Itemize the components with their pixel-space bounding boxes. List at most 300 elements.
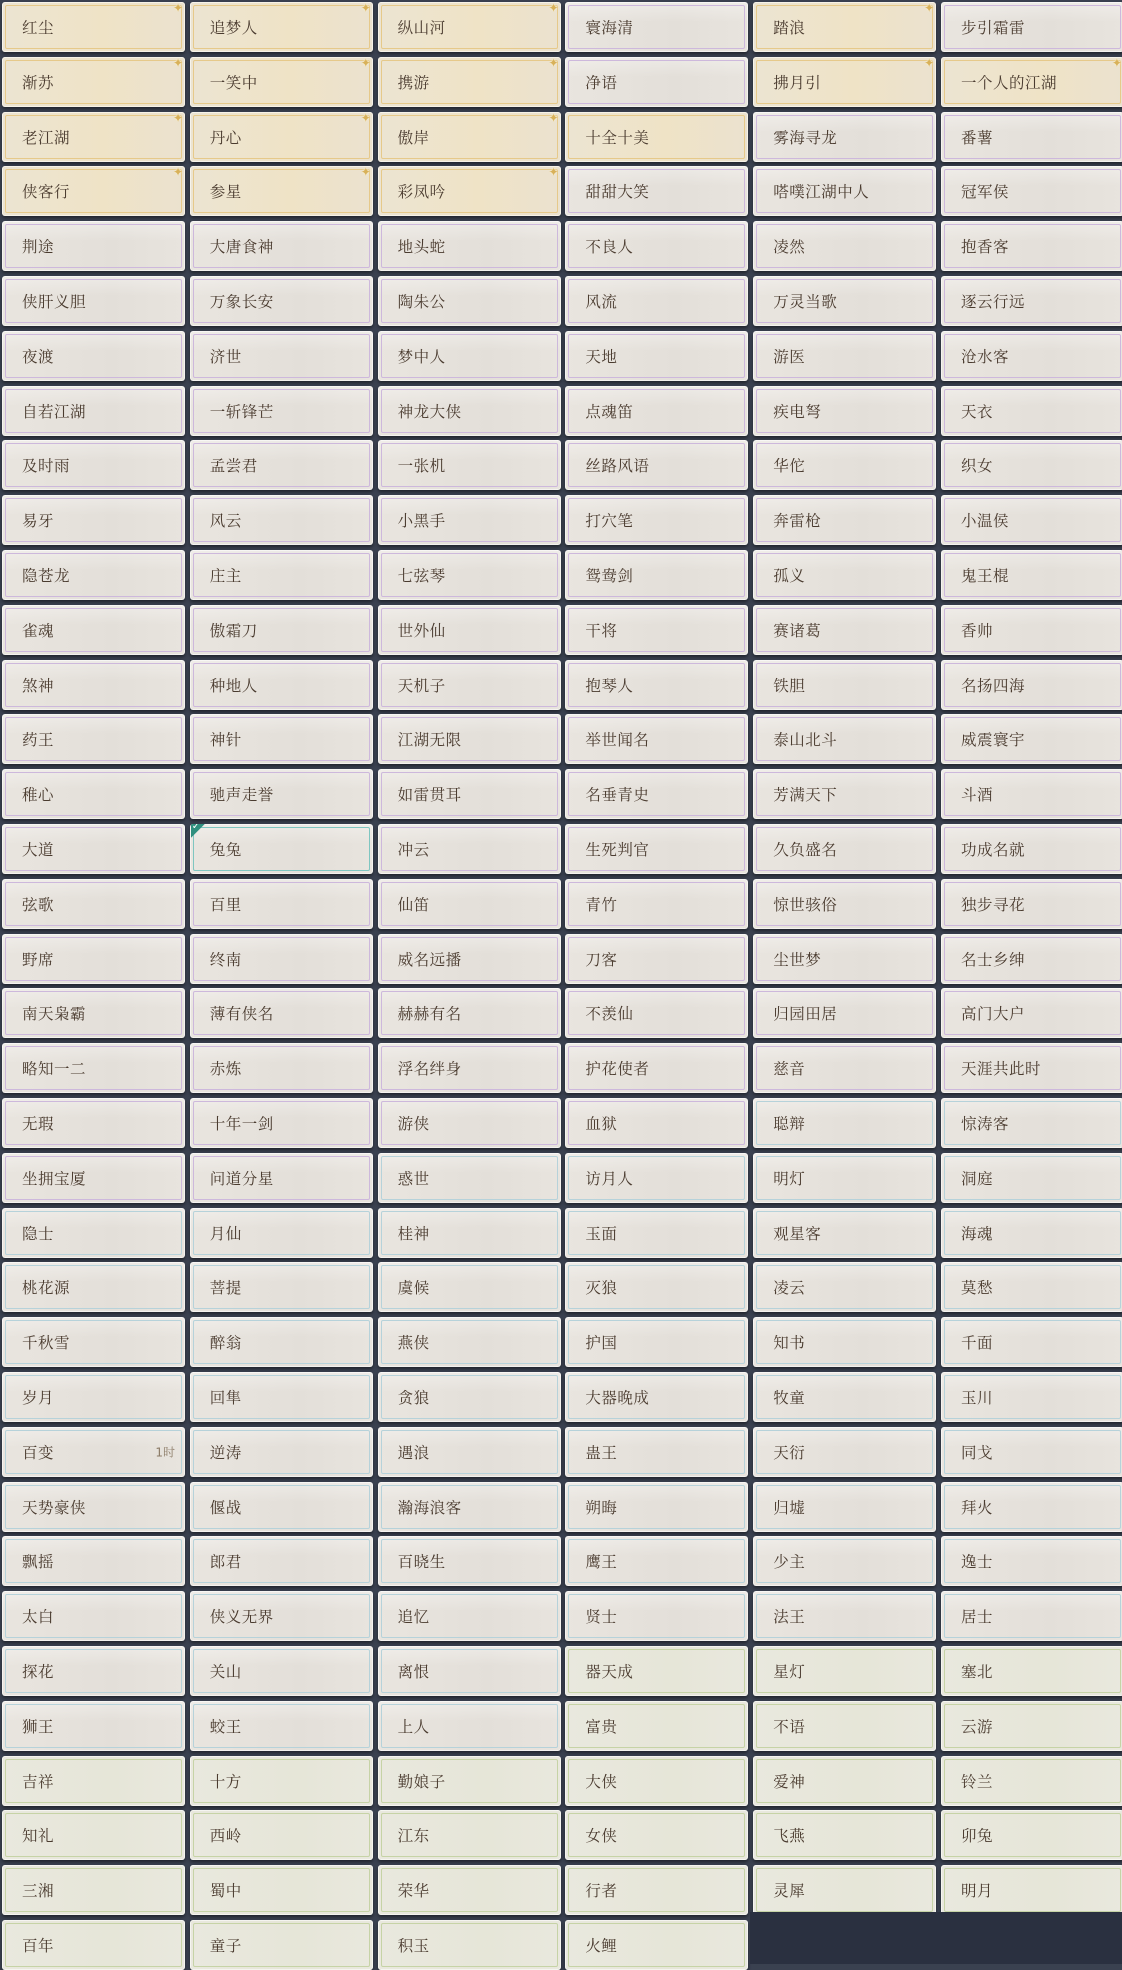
title-tile[interactable] — [2, 221, 185, 271]
title-tile[interactable] — [190, 1262, 373, 1312]
title-tile[interactable] — [565, 276, 748, 326]
title-label: 青竹 — [585, 895, 618, 914]
title-label: 沧水客 — [960, 347, 1009, 366]
title-tile[interactable] — [190, 276, 373, 326]
title-tile[interactable] — [941, 1701, 1122, 1751]
title-tile[interactable] — [565, 988, 748, 1038]
title-tile[interactable] — [190, 386, 373, 436]
title-tile[interactable] — [190, 1536, 373, 1586]
title-tile[interactable] — [2, 276, 185, 326]
title-label: 神针 — [209, 731, 242, 750]
title-label: 天涯共此时 — [960, 1060, 1041, 1079]
title-tile[interactable] — [941, 1536, 1122, 1586]
title-label: 天地 — [585, 347, 618, 366]
title-tile[interactable] — [941, 57, 1122, 107]
title-tile[interactable] — [190, 1208, 373, 1258]
title-tile[interactable] — [565, 331, 748, 381]
title-tile[interactable] — [941, 934, 1122, 984]
title-tile[interactable] — [941, 2, 1122, 52]
title-label: 凌云 — [773, 1279, 806, 1298]
title-tile[interactable] — [565, 166, 748, 216]
title-label: 牧童 — [773, 1388, 806, 1407]
title-tile[interactable] — [753, 988, 936, 1038]
title-tile[interactable] — [565, 1317, 748, 1367]
title-tile[interactable] — [753, 276, 936, 326]
star-icon: ✦ — [360, 56, 371, 70]
title-label: 器天成 — [585, 1662, 634, 1681]
title-tile[interactable] — [190, 166, 373, 216]
title-label: 久负盛名 — [773, 840, 838, 859]
title-label: 煞神 — [22, 676, 55, 695]
title-tile[interactable] — [190, 605, 373, 655]
title-tile[interactable] — [753, 879, 936, 929]
title-tile[interactable] — [190, 1482, 373, 1532]
title-tile[interactable] — [753, 166, 936, 216]
title-tile[interactable] — [753, 1646, 936, 1696]
title-tile[interactable] — [941, 166, 1122, 216]
title-tile[interactable] — [753, 1536, 936, 1586]
title-tile[interactable] — [565, 1810, 748, 1860]
title-label: 独步寻花 — [960, 895, 1025, 914]
title-tile[interactable] — [565, 57, 748, 107]
title-label: 南天枭霸 — [22, 1005, 87, 1024]
title-tile[interactable] — [2, 988, 185, 1038]
title-tile[interactable] — [941, 276, 1122, 326]
title-tile[interactable] — [941, 1646, 1122, 1696]
title-tile[interactable] — [2, 1317, 185, 1367]
title-tile[interactable] — [565, 221, 748, 271]
star-icon: ✦ — [548, 2, 559, 15]
title-label: 仙笛 — [397, 895, 430, 914]
title-tile[interactable] — [941, 879, 1122, 929]
title-label: 天机子 — [397, 676, 446, 695]
title-tile[interactable] — [2, 495, 185, 545]
title-tile[interactable] — [753, 769, 936, 819]
title-tile[interactable] — [753, 1865, 936, 1915]
title-tile[interactable] — [753, 1482, 936, 1532]
title-tile[interactable] — [565, 1701, 748, 1751]
title-tile[interactable] — [190, 221, 373, 271]
title-tile[interactable] — [2, 1865, 185, 1915]
title-tile[interactable] — [941, 1482, 1122, 1532]
title-label: 观星客 — [773, 1224, 822, 1243]
title-label: 华佗 — [773, 457, 806, 476]
title-label: 逸士 — [960, 1553, 993, 1572]
title-tile[interactable] — [190, 824, 373, 874]
title-tile[interactable] — [378, 331, 561, 381]
title-tile[interactable] — [565, 934, 748, 984]
title-tile[interactable] — [941, 1427, 1122, 1477]
title-label: 侠肝义胆 — [22, 292, 87, 311]
title-tile[interactable] — [2, 1536, 185, 1586]
title-label: 干将 — [585, 621, 618, 640]
title-tile[interactable] — [941, 769, 1122, 819]
title-label: 江东 — [397, 1827, 430, 1846]
title-tile[interactable] — [378, 769, 561, 819]
title-label: 离恨 — [397, 1662, 430, 1681]
title-label: 惊世骇俗 — [773, 895, 838, 914]
title-tile[interactable] — [378, 1208, 561, 1258]
title-tile[interactable] — [2, 1810, 185, 1860]
title-tile[interactable] — [753, 221, 936, 271]
title-tile[interactable] — [565, 1591, 748, 1641]
title-tile[interactable] — [2, 1701, 185, 1751]
title-tile[interactable] — [378, 1427, 561, 1477]
title-tile[interactable] — [190, 934, 373, 984]
title-tile[interactable] — [378, 495, 561, 545]
title-tile[interactable] — [565, 1262, 748, 1312]
title-tile[interactable] — [941, 1372, 1122, 1422]
title-tile[interactable] — [565, 386, 748, 436]
title-tile[interactable] — [190, 1920, 373, 1970]
title-tile[interactable] — [2, 166, 185, 216]
title-tile[interactable] — [190, 879, 373, 929]
title-tile[interactable] — [2, 331, 185, 381]
title-label: 易牙 — [22, 512, 55, 531]
title-tile[interactable] — [2, 1920, 185, 1970]
title-tile[interactable] — [190, 1810, 373, 1860]
title-tile[interactable] — [2, 440, 185, 490]
title-tile[interactable] — [378, 1920, 561, 1970]
title-label: 纵山河 — [397, 19, 446, 37]
title-tile[interactable] — [753, 1756, 936, 1806]
title-tile[interactable] — [378, 2, 561, 52]
title-tile[interactable] — [941, 1810, 1122, 1860]
title-tile[interactable] — [378, 1098, 561, 1148]
title-tile[interactable] — [378, 57, 561, 107]
title-tile[interactable] — [378, 879, 561, 929]
title-label: 驰声走誉 — [209, 786, 274, 805]
title-label: 上人 — [397, 1717, 430, 1736]
title-tile[interactable] — [2, 2, 185, 52]
title-tile[interactable] — [190, 550, 373, 600]
title-tile[interactable] — [190, 714, 373, 764]
title-label: 赛诸葛 — [773, 621, 822, 640]
title-label: 孟尝君 — [209, 457, 258, 476]
title-label: 勤娘子 — [397, 1772, 446, 1791]
title-label: 桃花源 — [22, 1279, 71, 1298]
title-tile[interactable] — [941, 1098, 1122, 1148]
title-tile[interactable] — [378, 1043, 561, 1093]
title-tile[interactable] — [2, 1372, 185, 1422]
title-tile[interactable] — [2, 1482, 185, 1532]
title-tile[interactable] — [2, 1098, 185, 1148]
title-label: 一笑中 — [209, 73, 258, 92]
title-tile[interactable] — [2, 1153, 185, 1203]
star-icon: ✦ — [1111, 56, 1122, 70]
title-tile[interactable] — [190, 1646, 373, 1696]
title-tile[interactable] — [941, 1208, 1122, 1258]
title-tile[interactable] — [378, 440, 561, 490]
title-label: 十全十美 — [585, 128, 650, 147]
title-label: 千面 — [960, 1334, 993, 1353]
title-tile[interactable] — [941, 605, 1122, 655]
title-tile[interactable] — [941, 1262, 1122, 1312]
title-tile[interactable] — [941, 1756, 1122, 1806]
title-label: 夜渡 — [22, 347, 55, 366]
title-tile[interactable] — [753, 1591, 936, 1641]
title-tile[interactable] — [190, 1427, 373, 1477]
title-tile[interactable] — [378, 1591, 561, 1641]
title-tile[interactable] — [565, 824, 748, 874]
title-tile[interactable] — [2, 660, 185, 710]
title-tile[interactable] — [190, 1756, 373, 1806]
title-label: 少主 — [773, 1553, 806, 1572]
title-tile[interactable] — [378, 1482, 561, 1532]
title-tile[interactable] — [753, 57, 936, 107]
title-label: 爱神 — [773, 1772, 806, 1791]
star-icon: ✦ — [548, 166, 559, 180]
title-label: 天衍 — [773, 1443, 806, 1462]
title-tile[interactable] — [2, 1262, 185, 1312]
title-tile[interactable] — [565, 1043, 748, 1093]
title-tile[interactable] — [378, 166, 561, 216]
title-tile[interactable] — [941, 660, 1122, 710]
title-tile[interactable] — [753, 550, 936, 600]
title-tile[interactable] — [190, 2, 373, 52]
title-tile[interactable] — [753, 386, 936, 436]
title-tile[interactable] — [753, 440, 936, 490]
title-tile[interactable] — [753, 1701, 936, 1751]
title-tile[interactable] — [565, 1756, 748, 1806]
title-label: 云游 — [960, 1717, 993, 1736]
title-tile[interactable] — [378, 1756, 561, 1806]
title-tile[interactable] — [565, 1153, 748, 1203]
title-tile[interactable] — [378, 660, 561, 710]
title-label: 渐苏 — [22, 73, 55, 92]
title-label: 铁胆 — [773, 676, 806, 695]
title-label: 贤士 — [585, 1608, 618, 1627]
title-tile[interactable] — [565, 879, 748, 929]
title-tile[interactable] — [565, 112, 748, 162]
title-tile[interactable] — [190, 1591, 373, 1641]
title-label: 净语 — [585, 73, 618, 92]
title-tile[interactable] — [190, 1865, 373, 1915]
title-label: 访月人 — [585, 1169, 634, 1188]
title-tile[interactable] — [565, 1208, 748, 1258]
title-tile[interactable] — [2, 769, 185, 819]
title-tile[interactable] — [190, 331, 373, 381]
title-tile[interactable] — [753, 1153, 936, 1203]
title-label: 洞庭 — [960, 1169, 993, 1188]
title-label: 庄主 — [209, 566, 242, 585]
title-tile[interactable] — [941, 1591, 1122, 1641]
title-tile[interactable] — [753, 660, 936, 710]
title-tile[interactable] — [378, 112, 561, 162]
title-tile[interactable] — [2, 112, 185, 162]
title-tile[interactable] — [2, 1043, 185, 1093]
title-label: 尘世梦 — [773, 950, 822, 969]
title-label: 积玉 — [397, 1936, 430, 1955]
title-label: 高门大户 — [960, 1005, 1025, 1024]
title-label: 十方 — [209, 1772, 242, 1791]
title-tile[interactable] — [565, 1536, 748, 1586]
title-tile[interactable] — [565, 495, 748, 545]
title-label: 贪狼 — [397, 1388, 430, 1407]
title-label: 小温侯 — [960, 512, 1009, 531]
title-tile[interactable] — [190, 660, 373, 710]
title-label: 万象长安 — [209, 292, 274, 311]
title-label: 丹心 — [209, 128, 242, 147]
title-label: 野席 — [22, 950, 55, 969]
title-tile[interactable] — [2, 824, 185, 874]
title-tile[interactable] — [190, 1098, 373, 1148]
title-tile[interactable] — [2, 1208, 185, 1258]
title-label: 稚心 — [22, 786, 55, 805]
title-tile[interactable] — [565, 605, 748, 655]
title-tile[interactable] — [753, 1098, 936, 1148]
title-label: 郎君 — [209, 1553, 242, 1572]
title-tile[interactable] — [753, 1317, 936, 1367]
title-tile[interactable] — [190, 112, 373, 162]
title-tile[interactable] — [378, 934, 561, 984]
title-tile[interactable] — [190, 1372, 373, 1422]
title-tile[interactable] — [565, 1098, 748, 1148]
title-tile[interactable] — [378, 276, 561, 326]
title-tile[interactable] — [753, 605, 936, 655]
title-label: 不良人 — [585, 238, 634, 257]
title-label: 老江湖 — [22, 128, 71, 147]
title-label: 药王 — [22, 731, 55, 750]
title-tile[interactable] — [378, 1701, 561, 1751]
title-label: 踏浪 — [773, 19, 806, 37]
title-tile[interactable] — [753, 331, 936, 381]
title-tile[interactable] — [378, 1153, 561, 1203]
title-label: 惑世 — [397, 1169, 430, 1188]
title-tile[interactable] — [2, 934, 185, 984]
title-tile[interactable] — [941, 550, 1122, 600]
title-tile[interactable] — [565, 1920, 748, 1970]
title-tile[interactable] — [941, 1043, 1122, 1093]
title-tile[interactable] — [565, 769, 748, 819]
title-tile[interactable] — [753, 824, 936, 874]
title-tile[interactable] — [190, 57, 373, 107]
title-tile[interactable] — [753, 1372, 936, 1422]
title-tile[interactable] — [941, 440, 1122, 490]
title-label: 瀚海浪客 — [397, 1498, 462, 1517]
title-tile[interactable] — [2, 550, 185, 600]
title-tile[interactable] — [753, 714, 936, 764]
title-tile[interactable] — [378, 1810, 561, 1860]
title-label: 童子 — [209, 1936, 242, 1955]
title-tile[interactable] — [378, 1372, 561, 1422]
title-tile[interactable] — [190, 988, 373, 1038]
title-label: 终南 — [209, 950, 242, 969]
title-tile[interactable] — [190, 769, 373, 819]
title-tile[interactable] — [378, 550, 561, 600]
title-tile[interactable] — [753, 1262, 936, 1312]
title-tile[interactable] — [941, 386, 1122, 436]
title-tile[interactable] — [565, 1482, 748, 1532]
title-tile[interactable] — [941, 331, 1122, 381]
title-tile[interactable] — [753, 1208, 936, 1258]
title-label: 无瑕 — [22, 1114, 55, 1133]
title-tile[interactable] — [753, 112, 936, 162]
title-tile[interactable] — [753, 1043, 936, 1093]
title-tile[interactable] — [753, 495, 936, 545]
title-tile[interactable] — [2, 605, 185, 655]
title-tile[interactable] — [2, 1427, 185, 1477]
title-tile[interactable] — [378, 386, 561, 436]
title-tile[interactable] — [941, 1153, 1122, 1203]
title-tile[interactable] — [565, 1865, 748, 1915]
title-tile[interactable] — [565, 714, 748, 764]
title-tile[interactable] — [565, 660, 748, 710]
title-tile[interactable] — [565, 2, 748, 52]
title-label: 归园田居 — [773, 1005, 838, 1024]
title-tile[interactable] — [378, 1317, 561, 1367]
title-tile[interactable] — [753, 2, 936, 52]
title-label: 知礼 — [22, 1827, 55, 1846]
title-label: 傲霜刀 — [209, 621, 258, 640]
title-tile[interactable] — [565, 550, 748, 600]
title-tile[interactable] — [2, 714, 185, 764]
title-tile[interactable] — [378, 221, 561, 271]
title-tile[interactable] — [2, 386, 185, 436]
title-label: 坐拥宝厦 — [22, 1169, 87, 1188]
title-tile[interactable] — [2, 1646, 185, 1696]
title-label: 大道 — [22, 840, 55, 859]
title-label: 甜甜大笑 — [585, 183, 650, 202]
title-label: 侠客行 — [22, 183, 71, 202]
title-tile[interactable] — [378, 1646, 561, 1696]
title-tile[interactable] — [378, 714, 561, 764]
title-tile[interactable] — [190, 1317, 373, 1367]
title-tile[interactable] — [941, 112, 1122, 162]
title-tile[interactable] — [378, 988, 561, 1038]
title-tile[interactable] — [941, 495, 1122, 545]
title-tile[interactable] — [190, 1043, 373, 1093]
title-label: 同戈 — [960, 1443, 993, 1462]
title-tile[interactable] — [753, 1810, 936, 1860]
title-tile[interactable] — [2, 57, 185, 107]
title-tile[interactable] — [565, 1427, 748, 1477]
title-tile[interactable] — [2, 879, 185, 929]
title-tile[interactable] — [190, 1153, 373, 1203]
title-tile[interactable] — [190, 495, 373, 545]
title-label: 风流 — [585, 292, 618, 311]
title-tile[interactable] — [565, 1646, 748, 1696]
title-tile[interactable] — [941, 714, 1122, 764]
title-label: 疾电弩 — [773, 402, 822, 421]
title-tile[interactable] — [2, 1591, 185, 1641]
title-label: 一个人的江湖 — [960, 73, 1057, 92]
title-tile[interactable] — [941, 988, 1122, 1038]
title-tile[interactable] — [378, 1262, 561, 1312]
title-tile[interactable] — [565, 1372, 748, 1422]
title-tile[interactable] — [753, 1427, 936, 1477]
title-tile[interactable] — [378, 1536, 561, 1586]
title-label: 抱琴人 — [585, 676, 634, 695]
title-tile[interactable] — [565, 440, 748, 490]
title-label: 灭狼 — [585, 1279, 618, 1298]
title-tile[interactable] — [190, 440, 373, 490]
title-tile[interactable] — [378, 605, 561, 655]
title-label: 拂月引 — [773, 73, 822, 92]
title-tile[interactable] — [941, 1317, 1122, 1367]
title-tile[interactable] — [378, 1865, 561, 1915]
title-tile[interactable] — [941, 824, 1122, 874]
title-label: 万灵当歌 — [773, 292, 838, 311]
title-tile[interactable] — [941, 1865, 1122, 1915]
title-tile[interactable] — [2, 1756, 185, 1806]
title-tile[interactable] — [378, 824, 561, 874]
title-tile[interactable] — [190, 1701, 373, 1751]
title-label: 大侠 — [585, 1772, 618, 1791]
title-tile[interactable] — [753, 934, 936, 984]
title-label: 名扬四海 — [960, 676, 1025, 695]
title-tile[interactable] — [941, 221, 1122, 271]
